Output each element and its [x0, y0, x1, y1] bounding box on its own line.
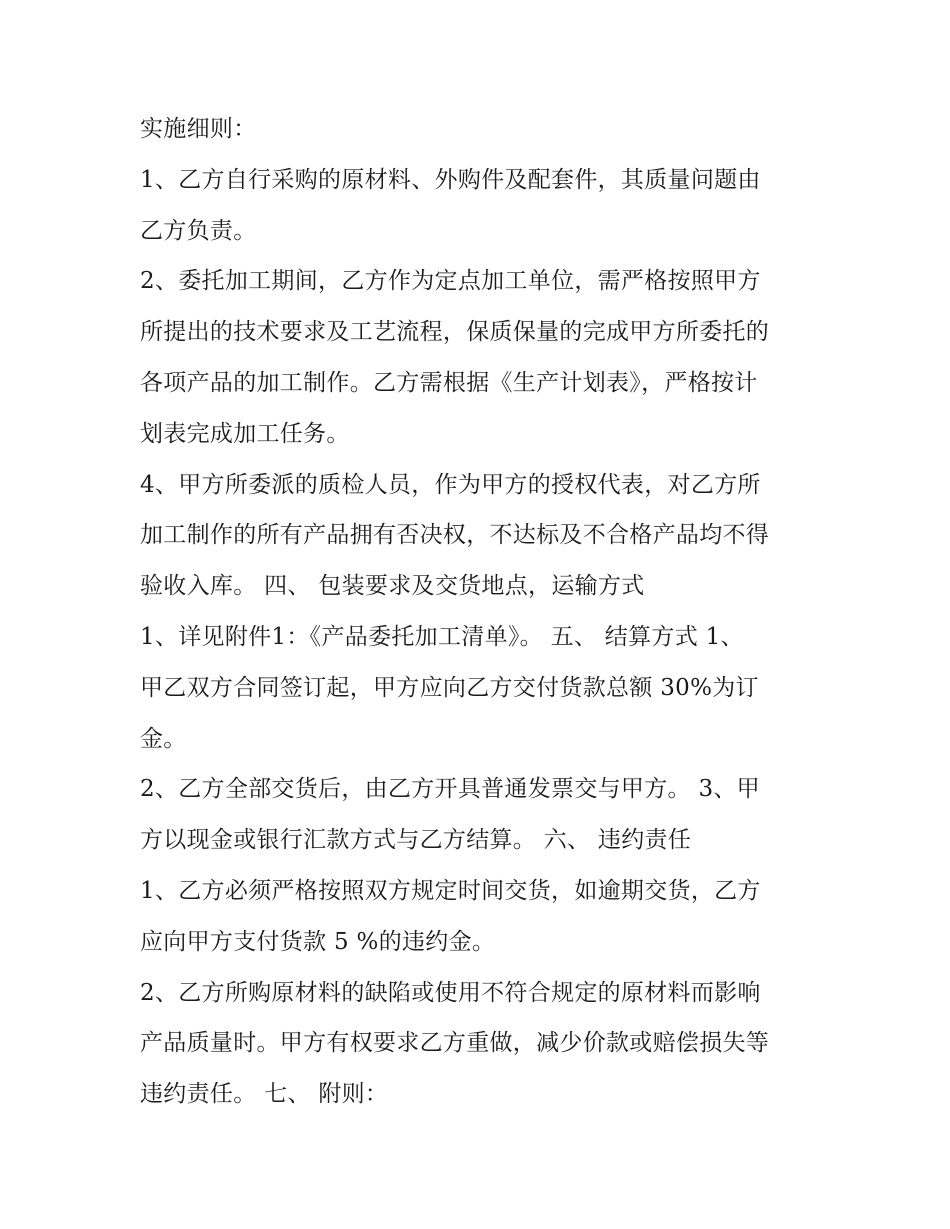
- text-line: 方以现金或银行汇款方式与乙方结算。 六、 违约责任: [140, 827, 692, 854]
- document-body: [140, 104, 820, 1120]
- text-line: 2、乙方所购原材料的缺陷或使用不符合规定的原材料而影响: [140, 979, 761, 1006]
- text-line: 应向甲方支付货款 5 %的违约金。: [140, 928, 496, 955]
- text-line: 违约责任。 七、 附则：: [140, 1081, 389, 1108]
- text-line: 甲乙双方合同签订起，甲方应向乙方交付货款总额 30%为订: [140, 674, 759, 701]
- text-line: 实施细则：: [140, 116, 257, 142]
- text-line: 加工制作的所有产品拥有否决权，不达标及不合格产品均不得: [140, 522, 770, 549]
- text-line: 划表完成加工任务。: [140, 420, 350, 447]
- text-line: 1、乙方必须严格按照双方规定时间交货，如逾期交货，乙方: [140, 877, 761, 904]
- text-line: 产品质量时。甲方有权要求乙方重做，减少价款或赔偿损失等: [140, 1030, 770, 1057]
- text-line: 所提出的技术要求及工艺流程，保质保量的完成甲方所委托的: [140, 319, 770, 346]
- text-line: 金。: [140, 725, 187, 752]
- text-line: 验收入库。 四、 包装要求及交货地点，运输方式: [140, 573, 645, 600]
- text-line: 4、甲方所委派的质检人员，作为甲方的授权代表，对乙方所: [140, 471, 761, 498]
- text-line: 乙方负责。: [140, 217, 257, 244]
- text-line: 各项产品的加工制作。乙方需根据《生产计划表》，严格按计: [140, 369, 758, 396]
- text-line: 1、乙方自行采购的原材料、外购件及配套件，其质量问题由: [140, 166, 761, 193]
- text-line: 2、委托加工期间，乙方作为定点加工单位，需严格按照甲方: [140, 268, 761, 295]
- text-line: 1、详见附件1：《产品委托加工清单》。 五、 结算方式 1、: [140, 623, 744, 650]
- text-line: 2、乙方全部交货后，由乙方开具普通发票交与甲方。 3、甲: [140, 776, 760, 803]
